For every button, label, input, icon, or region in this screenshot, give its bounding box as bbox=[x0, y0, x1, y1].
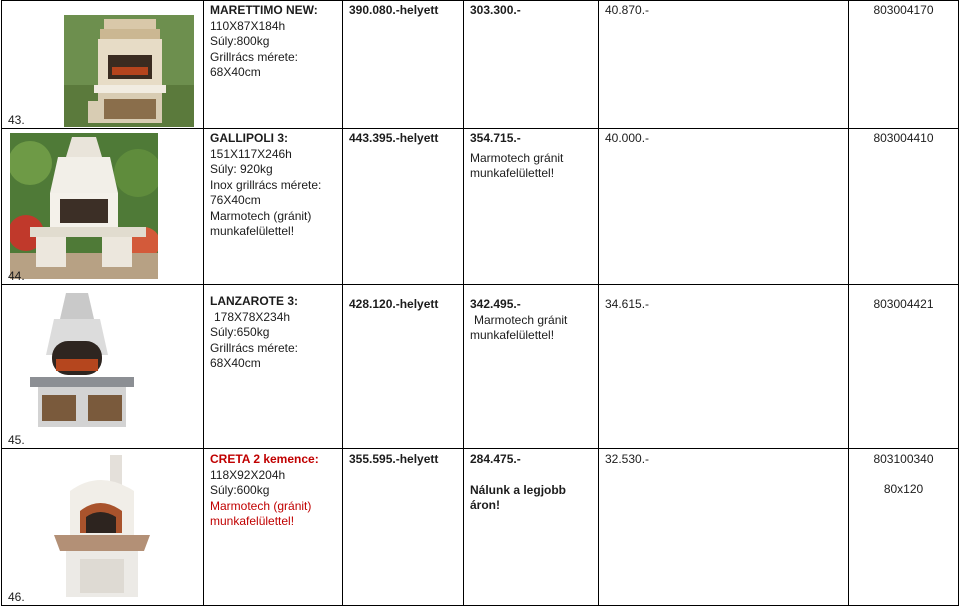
product-spec: Súly: 920kg bbox=[210, 162, 273, 176]
old-price: 390.080.-helyett bbox=[349, 3, 439, 17]
row-number: 44. bbox=[8, 269, 25, 283]
discount-amount: 34.615.- bbox=[605, 297, 650, 311]
sale-price: 303.300.- bbox=[470, 3, 521, 17]
table-row bbox=[2, 1, 959, 129]
old-price-cell bbox=[343, 449, 464, 606]
product-title: GALLIPOLI 3: bbox=[210, 131, 288, 145]
table-row bbox=[2, 285, 959, 449]
product-description bbox=[204, 449, 343, 606]
product-code: 803004410 bbox=[873, 131, 934, 145]
price-note: Marmotech gránit bbox=[470, 150, 564, 165]
product-code-cell bbox=[849, 129, 959, 285]
sale-price-cell bbox=[464, 285, 599, 449]
product-spec: 151X117X246h bbox=[210, 146, 292, 161]
old-price-cell bbox=[343, 285, 464, 449]
product-title: LANZAROTE 3: bbox=[210, 294, 298, 308]
sale-price-cell bbox=[464, 449, 599, 606]
product-spec: 110X87X184h bbox=[210, 18, 286, 33]
product-spec: 68X40cm bbox=[210, 65, 261, 79]
product-table bbox=[1, 0, 959, 606]
discount-amount: 40.000.- bbox=[605, 131, 650, 145]
product-title: CRETA 2 kemence: bbox=[210, 452, 319, 466]
price-note: Nálunk a legjobb áron! bbox=[470, 482, 567, 512]
product-spec: munkafelülettel! bbox=[210, 224, 295, 238]
product-code: 803004421 bbox=[873, 297, 934, 311]
product-spec: Súly:600kg bbox=[210, 483, 270, 497]
discount-cell bbox=[599, 449, 849, 606]
product-spec: Grillrács mérete: bbox=[210, 49, 299, 64]
sale-price: 342.495.- bbox=[470, 297, 521, 311]
old-price: 355.595.-helyett bbox=[349, 452, 439, 466]
product-spec: Marmotech (gránit) bbox=[210, 498, 312, 513]
product-image-cell bbox=[2, 129, 204, 285]
discount-cell bbox=[599, 129, 849, 285]
product-description bbox=[204, 285, 343, 449]
product-code: 803100340 bbox=[873, 452, 934, 466]
sale-price-cell bbox=[464, 129, 599, 285]
product-image-cell bbox=[2, 449, 204, 606]
product-title: MARETTIMO NEW: bbox=[210, 3, 318, 17]
table-row bbox=[2, 449, 959, 606]
row-number: 43. bbox=[8, 113, 25, 127]
old-price: 443.395.-helyett bbox=[349, 131, 439, 145]
product-size-note: 80x120 bbox=[883, 482, 924, 496]
product-spec: 178X78X234h bbox=[214, 309, 291, 324]
sale-price-cell bbox=[464, 1, 599, 129]
white-concrete-grill-garden-photo bbox=[10, 133, 158, 279]
price-note: munkafelülettel! bbox=[470, 166, 555, 180]
discount-cell bbox=[599, 285, 849, 449]
price-note: munkafelülettel! bbox=[470, 328, 555, 342]
old-price-cell bbox=[343, 129, 464, 285]
product-code-cell bbox=[849, 1, 959, 129]
product-code-cell bbox=[849, 449, 959, 606]
product-code: 803004170 bbox=[873, 3, 934, 17]
old-price-cell bbox=[343, 1, 464, 129]
product-description bbox=[204, 129, 343, 285]
product-spec: 118X92X204h bbox=[210, 467, 286, 482]
product-spec: Inox grillrács mérete: bbox=[210, 177, 322, 192]
row-number: 45. bbox=[8, 433, 25, 447]
product-image-cell bbox=[2, 1, 204, 129]
product-spec: Marmotech (gránit) bbox=[210, 208, 312, 223]
product-spec: Súly:650kg bbox=[210, 325, 270, 339]
product-spec: 76X40cm bbox=[210, 193, 261, 207]
price-note: Marmotech gránit bbox=[474, 312, 568, 327]
table-row bbox=[2, 129, 959, 285]
product-spec: 68X40cm bbox=[210, 356, 261, 370]
sale-price: 354.715.- bbox=[470, 131, 521, 145]
discount-amount: 32.530.- bbox=[605, 452, 650, 466]
product-spec: munkafelülettel! bbox=[210, 514, 295, 528]
product-spec: Grillrács mérete: bbox=[210, 340, 299, 355]
product-code-cell bbox=[849, 285, 959, 449]
pizza-oven-on-stand-photo bbox=[50, 455, 154, 599]
product-image-cell bbox=[2, 285, 204, 449]
discount-cell bbox=[599, 1, 849, 129]
discount-amount: 40.870.- bbox=[605, 3, 650, 17]
product-spec: Súly:800kg bbox=[210, 34, 270, 48]
product-description bbox=[204, 1, 343, 129]
sale-price: 284.475.- bbox=[470, 452, 521, 466]
outdoor-masonry-grill-photo bbox=[64, 15, 194, 127]
row-number: 46. bbox=[8, 590, 25, 604]
old-price: 428.120.-helyett bbox=[349, 297, 439, 311]
grey-grill-with-wood-storage-photo bbox=[28, 289, 136, 431]
